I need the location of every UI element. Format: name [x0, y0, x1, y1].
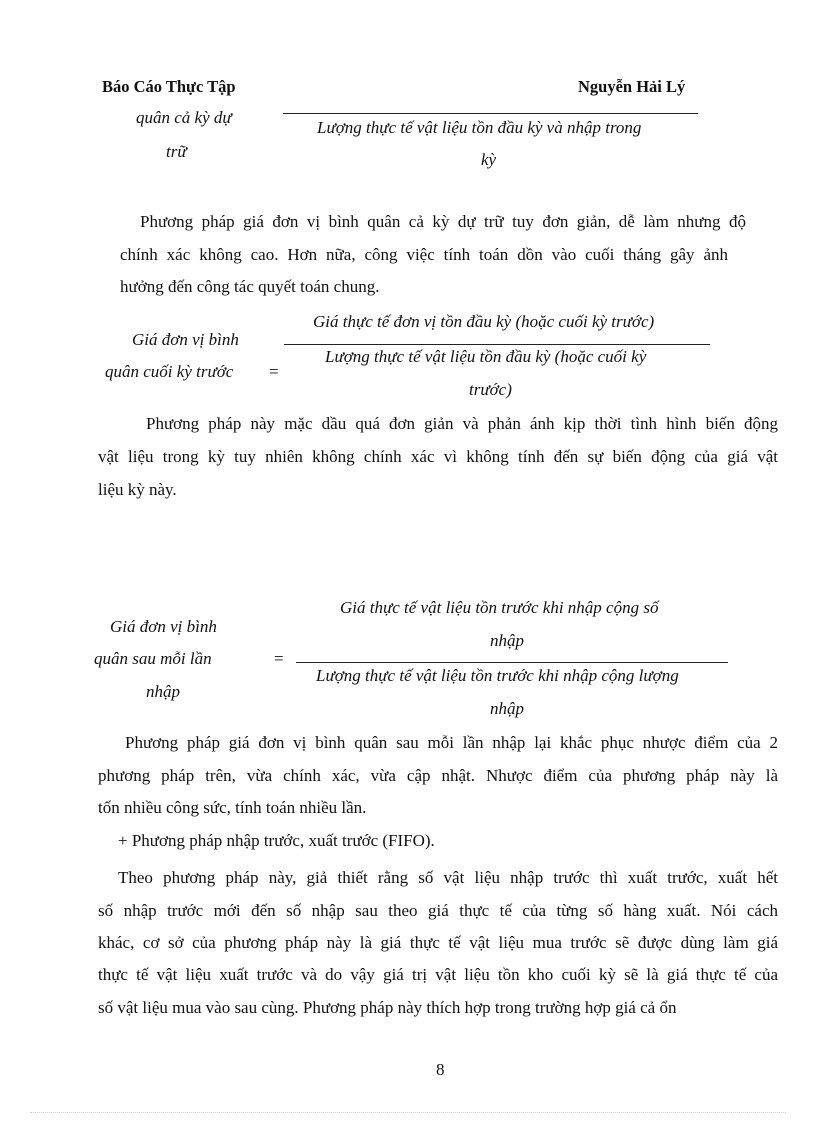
formula-3-denominator-line-2: nhập — [490, 699, 524, 718]
paragraph-1-line-1: Phương pháp giá đơn vị bình quân cả kỳ dự trữ tuy đơn giản, dễ làm nhưng độ — [140, 212, 746, 231]
header-right: Nguyễn Hải Lý — [578, 77, 686, 96]
formula-3-label-line-2: quân sau mỗi lần — [94, 649, 212, 668]
formula-1-label-line-1: quân cả kỳ dự — [136, 108, 232, 127]
formula-1-fraction-bar — [283, 113, 698, 114]
paragraph-4-line-1: Theo phương pháp này, giả thiết rằng số vật liệu nhập trước thì xuất trước, xuất hết — [118, 868, 778, 887]
formula-2-denominator-line-1: Lượng thực tế vật liệu tồn đầu kỳ (hoặc cuối kỳ — [325, 347, 647, 366]
formula-3-numerator-line-2: nhập — [490, 631, 524, 650]
formula-3-numerator-line-1: Giá thực tế vật liệu tồn trước khi nhập cộng số — [340, 598, 659, 617]
paragraph-4-line-4: thực tế vật liệu xuất trước và do vậy giá trị vật liệu tồn kho cuối kỳ sẽ là giá thực tế của — [98, 965, 778, 984]
formula-1-denominator-line-2: kỳ — [481, 150, 497, 169]
paragraph-1-line-2: chính xác không cao. Hơn nữa, công việc tính toán dồn vào cuối tháng gây ảnh — [120, 245, 728, 264]
paragraph-3-line-1: Phương pháp giá đơn vị bình quân sau mỗi lần nhập lại khắc phục nhược điểm của 2 — [125, 733, 778, 752]
paragraph-4-line-5: số vật liệu mua vào sau cùng. Phương pháp này thích hợp trong trường hợp giá cả ổn — [98, 998, 677, 1017]
formula-3-label-line-1: Giá đơn vị bình — [110, 617, 217, 636]
paragraph-4-line-2: số nhập trước mới đến số nhập sau theo giá thực tế của từng số hàng xuất. Nói cách — [98, 901, 778, 920]
formula-2-label-line-1: Giá đơn vị bình — [132, 330, 239, 349]
paragraph-1-line-3: hưởng đến công tác quyết toán chung. — [120, 277, 380, 296]
paragraph-4-line-3: khác, cơ sở của phương pháp này là giá thực tế vật liệu mua trước sẽ được dùng làm giá — [98, 933, 778, 952]
formula-1-label-line-2: trữ — [166, 142, 187, 161]
formula-3-label-line-3: nhập — [146, 682, 180, 701]
formula-2-equals: = — [269, 362, 279, 381]
page-number: 8 — [436, 1060, 445, 1079]
paragraph-2-line-2: vật liệu trong kỳ tuy nhiên không chính xác vì không tính đến sự biến động của giá vật — [98, 447, 778, 466]
paragraph-3-line-3: tốn nhiều công sức, tính toán nhiều lần. — [98, 798, 367, 817]
paragraph-3-line-2: phương pháp trên, vừa chính xác, vừa cập nhật. Nhược điểm của phương pháp này là — [98, 766, 778, 785]
formula-2-fraction-bar — [284, 344, 710, 345]
paragraph-2-line-1: Phương pháp này mặc dầu quá đơn giản và phản ánh kịp thời tình hình biến động — [146, 414, 778, 433]
paragraph-2-line-3: liệu kỳ này. — [98, 480, 177, 499]
header-left: Báo Cáo Thực Tập — [102, 77, 236, 96]
formula-1-denominator-line-1: Lượng thực tế vật liệu tồn đầu kỳ và nhập trong — [317, 118, 642, 137]
formula-2-numerator: Giá thực tế đơn vị tồn đầu kỳ (hoặc cuối kỳ trước) — [313, 312, 655, 331]
formula-2-denominator-line-2: trước) — [469, 380, 512, 399]
formula-3-denominator-line-1: Lượng thực tế vật liệu tồn trước khi nhập cộng lượng — [316, 666, 679, 685]
formula-2-label-line-2: quân cuối kỳ trước — [105, 362, 234, 381]
bullet-fifo-heading: + Phương pháp nhập trước, xuất trước (FIFO). — [118, 831, 435, 850]
footer-divider — [30, 1112, 786, 1113]
formula-3-fraction-bar — [296, 662, 728, 663]
formula-3-equals: = — [274, 649, 284, 668]
